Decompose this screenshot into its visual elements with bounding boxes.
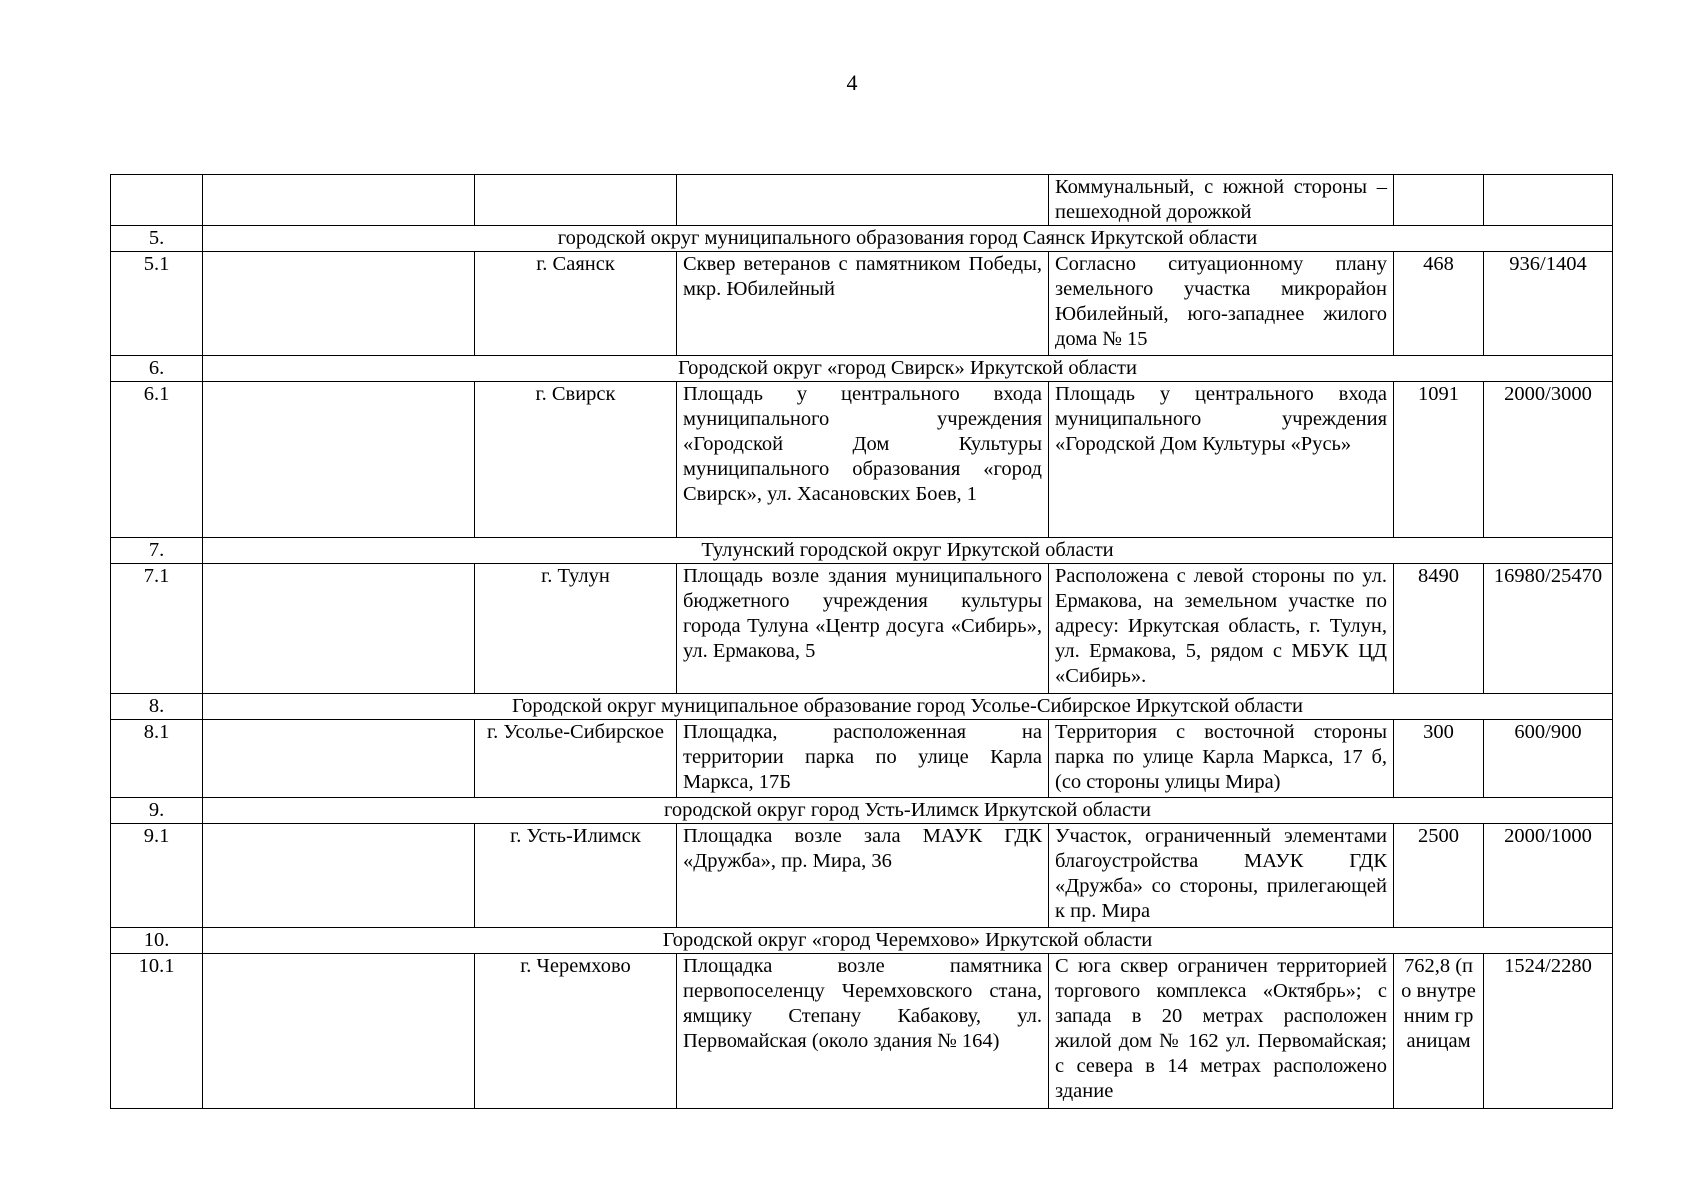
district-cell [203, 954, 475, 1109]
section-title: Тулунский городской округ Иркутской области [203, 538, 1613, 564]
place-cell: Площадь у центрального входа муниципального учреждения «Городской Дом Культуры муниципального образования «город Свирск», ул. Хасановских Боев, 1 [677, 382, 1049, 538]
section-header-row [111, 356, 1613, 382]
area-cell: 762,8 (по внутренним границам [1394, 954, 1484, 1109]
place-cell: Сквер ветеранов с памятником Победы, мкр. Юбилейный [677, 252, 1049, 356]
section-header-row [111, 538, 1613, 564]
area-cell: 8490 [1394, 564, 1484, 694]
section-title: Городской округ «город Свирск» Иркутской области [203, 356, 1613, 382]
boundaries-cell: Расположена с левой стороны по ул. Ермакова, на земельном участке по адресу: Иркутская область, г. Тулун, ул. Ермакова, 5, рядом с МБУК ЦД «Сибирь». [1049, 564, 1394, 694]
settlement-cell: г. Усолье-Сибирское [475, 720, 677, 798]
row-number: 7.1 [111, 564, 203, 694]
section-title: Городской округ «город Черемхово» Иркутской области [203, 928, 1613, 954]
row-number: 9.1 [111, 824, 203, 928]
boundaries-cell: Территория с восточной стороны парка по улице Карла Маркса, 17 б, (со стороны улицы Мира) [1049, 720, 1394, 798]
section-number: 5. [111, 226, 203, 252]
area-cell: 2500 [1394, 824, 1484, 928]
district-cell [203, 720, 475, 798]
district-cell [203, 175, 475, 226]
section-number: 8. [111, 694, 203, 720]
area-cell [1394, 175, 1484, 226]
district-cell [203, 824, 475, 928]
settlement-cell [475, 175, 677, 226]
row-number: 10.1 [111, 954, 203, 1109]
table-row [111, 720, 1613, 798]
boundaries-cell: Коммунальный, с южной стороны – пешеходной дорожкой [1049, 175, 1394, 226]
settlement-cell: г. Саянск [475, 252, 677, 356]
table-row [111, 252, 1613, 356]
boundaries-cell: С юга сквер ограничен территорией торгового комплекса «Октябрь»; с запада в 20 метрах расположен жилой дом № 162 ул. Первомайская; с севера в 14 метрах расположено здание [1049, 954, 1394, 1109]
capacity-cell: 2000/1000 [1484, 824, 1613, 928]
table-row [111, 824, 1613, 928]
place-cell: Площадь возле здания муниципального бюджетного учреждения культуры города Тулуна «Центр досуга «Сибирь», ул. Ермакова, 5 [677, 564, 1049, 694]
section-title: Городской округ муниципальное образование город Усолье-Сибирское Иркутской области [203, 694, 1613, 720]
row-number: 6.1 [111, 382, 203, 538]
section-title: городской округ муниципального образования город Саянск Иркутской области [203, 226, 1613, 252]
section-number: 6. [111, 356, 203, 382]
section-number: 10. [111, 928, 203, 954]
row-number [111, 175, 203, 226]
boundaries-cell: Участок, ограниченный элементами благоустройства МАУК ГДК «Дружба» со стороны, прилегающей к пр. Мира [1049, 824, 1394, 928]
section-number: 7. [111, 538, 203, 564]
settlement-cell: г. Усть-Илимск [475, 824, 677, 928]
boundaries-cell: Согласно ситуационному плану земельного участка микрорайон Юбилейный, юго-западнее жилого дома № 15 [1049, 252, 1394, 356]
section-number: 9. [111, 798, 203, 824]
table-row [111, 175, 1613, 226]
boundaries-cell: Площадь у центрального входа муниципального учреждения «Городской Дом Культуры «Русь» [1049, 382, 1394, 538]
settlement-cell: г. Тулун [475, 564, 677, 694]
place-cell: Площадка возле зала МАУК ГДК «Дружба», пр. Мира, 36 [677, 824, 1049, 928]
page-number: 4 [846, 70, 858, 95]
sites-table [110, 174, 1613, 1109]
section-title: городской округ город Усть-Илимск Иркутской области [203, 798, 1613, 824]
district-cell [203, 564, 475, 694]
row-number: 8.1 [111, 720, 203, 798]
settlement-cell: г. Черемхово [475, 954, 677, 1109]
place-cell [677, 175, 1049, 226]
section-header-row [111, 928, 1613, 954]
capacity-cell: 1524/2280 [1484, 954, 1613, 1109]
area-cell: 1091 [1394, 382, 1484, 538]
capacity-cell: 2000/3000 [1484, 382, 1613, 538]
capacity-cell [1484, 175, 1613, 226]
capacity-cell: 16980/25470 [1484, 564, 1613, 694]
district-cell [203, 252, 475, 356]
area-cell: 300 [1394, 720, 1484, 798]
row-number: 5.1 [111, 252, 203, 356]
place-cell: Площадка, расположенная на территории парка по улице Карла Маркса, 17Б [677, 720, 1049, 798]
table-row [111, 564, 1613, 694]
table-row [111, 954, 1613, 1109]
district-cell [203, 382, 475, 538]
area-cell: 468 [1394, 252, 1484, 356]
section-header-row [111, 694, 1613, 720]
settlement-cell: г. Свирск [475, 382, 677, 538]
table-row [111, 382, 1613, 538]
section-header-row [111, 226, 1613, 252]
capacity-cell: 600/900 [1484, 720, 1613, 798]
place-cell: Площадка возле памятника первопоселенцу Черемховского стана, ямщику Степану Кабакову, ул. Первомайская (около здания № 164) [677, 954, 1049, 1109]
capacity-cell: 936/1404 [1484, 252, 1613, 356]
section-header-row [111, 798, 1613, 824]
